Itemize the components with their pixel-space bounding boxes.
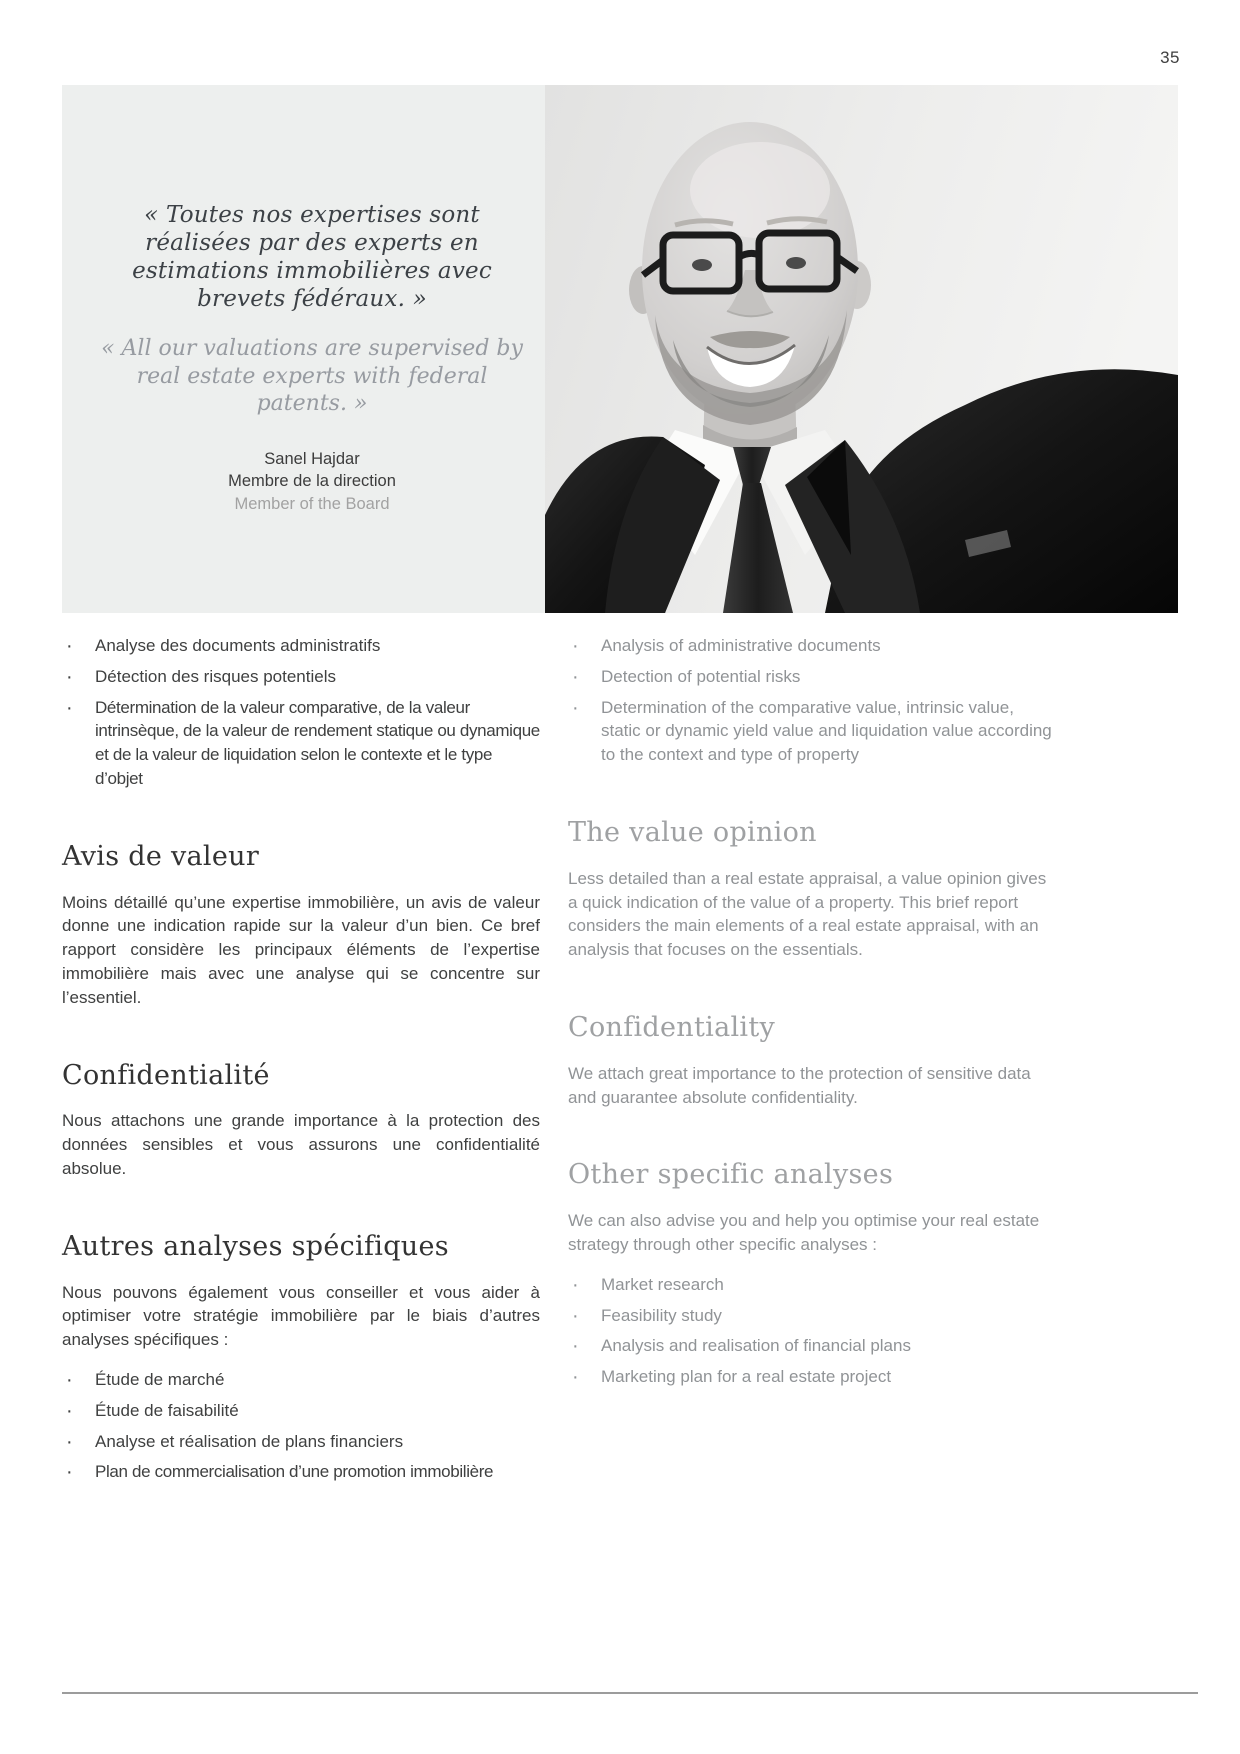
section-body: We can also advise you and help you optimise your real estate strategy through other specific analyses : xyxy=(568,1211,1040,1254)
person-block xyxy=(88,448,536,516)
bullet-text: Market research xyxy=(601,1274,724,1294)
bullet-text: Analysis and realisation of financial plans xyxy=(601,1336,911,1356)
section-confidentialite xyxy=(62,1057,540,1181)
portrait-photo xyxy=(545,85,1178,613)
person-title-french: Membre de la direction xyxy=(228,472,396,491)
list-item xyxy=(62,1430,540,1454)
list-item xyxy=(568,1273,1058,1297)
section-heading: Confidentiality xyxy=(568,1011,776,1043)
quote-english: « All our valuations are supervised by real estate experts with federal patents. » xyxy=(101,336,523,417)
bullet-text: Analyse et réalisation de plans financiers xyxy=(95,1431,404,1451)
page-number: 35 xyxy=(1160,48,1180,67)
bullet-text: Marketing plan for a real estate project xyxy=(601,1367,892,1387)
list-item xyxy=(568,1334,1058,1358)
section-heading: The value opinion xyxy=(568,816,817,848)
french-analyses-bullets xyxy=(62,1368,540,1484)
list-item xyxy=(568,665,1058,689)
section-body: Less detailed than a real estate appraisal, a value opinion gives a quick indication of the value of a property. This brief report considers the main elements of a real estate appraisal, with an analysis that focuses on the essentials. xyxy=(568,868,1047,960)
list-item xyxy=(62,696,540,791)
section-value-opinion xyxy=(568,814,1058,962)
section-confidentiality xyxy=(568,1009,1058,1109)
hero-quote-block xyxy=(62,85,562,613)
bullet-text: Analyse des documents administratifs xyxy=(95,636,381,655)
section-heading: Confidentialité xyxy=(62,1059,270,1091)
list-item xyxy=(62,665,540,689)
section-autres-analyses xyxy=(62,1228,540,1484)
bullet-text: Detection of potential risks xyxy=(601,666,801,686)
hero-section xyxy=(62,85,1178,613)
bullet-text: Détection des risques potentiels xyxy=(95,666,336,686)
list-item xyxy=(62,1368,540,1392)
footer-divider xyxy=(62,1692,1198,1694)
section-body: We attach great importance to the protection of sensitive data and guarantee absolute confidentiality. xyxy=(568,1063,1031,1107)
section-body: Nous pouvons également vous conseiller et vous aider à optimiser votre stratégie immobilière par le biais d’autres analyses spécifiques : xyxy=(62,1282,540,1350)
list-item xyxy=(568,696,1058,767)
bullet-text: Détermination de la valeur comparative, de la valeur intrinsèque, de la valeur de rendement statique ou dynamique et de la valeur de liquidation selon le contexte et le type d’objet xyxy=(95,697,540,788)
english-analyses-bullets xyxy=(568,1273,1058,1389)
section-body: Moins détaillé qu’une expertise immobilière, un avis de valeur donne une indication rapide sur la valeur d’un bien. Ce bref rapport considère les principaux éléments de l’expertise immobilière mais avec une analyse qui se concentre sur l’essentiel. xyxy=(62,892,540,1007)
bullet-text: Plan de commercialisation d’une promotion immobilière xyxy=(95,1462,494,1482)
french-intro-bullets xyxy=(62,634,540,791)
english-column xyxy=(568,634,1058,1396)
section-avis-de-valeur xyxy=(62,838,540,1010)
list-item xyxy=(568,1365,1058,1389)
list-item xyxy=(568,1304,1058,1328)
list-item xyxy=(62,1460,540,1484)
bullet-text: Feasibility study xyxy=(601,1305,722,1325)
bullet-text: Determination of the comparative value, intrinsic value, static or dynamic yield value and liquidation value according to the context and type of property xyxy=(601,697,1052,765)
bullet-text: Étude de marché xyxy=(95,1369,225,1389)
bullet-text: Analysis of administrative documents xyxy=(601,636,881,655)
section-heading: Avis de valeur xyxy=(62,840,260,872)
english-intro-bullets xyxy=(568,634,1058,767)
list-item xyxy=(568,634,1058,658)
list-item xyxy=(62,634,540,658)
bullet-text: Étude de faisabilité xyxy=(95,1400,239,1420)
section-heading: Autres analyses spécifiques xyxy=(62,1230,449,1262)
section-other-analyses xyxy=(568,1156,1058,1389)
person-title-english: Member of the Board xyxy=(234,495,390,514)
section-heading: Other specific analyses xyxy=(568,1159,894,1191)
section-body: Nous attachons une grande importance à la protection des données sensibles et vous assurons une confidentialité absolue. xyxy=(62,1111,540,1178)
french-column xyxy=(62,634,540,1491)
list-item xyxy=(62,1399,540,1423)
quote-french: « Toutes nos expertises sont réalisées par des experts en estimations immobilières avec brevets fédéraux. » xyxy=(132,202,492,313)
person-name: Sanel Hajdar xyxy=(264,449,360,468)
